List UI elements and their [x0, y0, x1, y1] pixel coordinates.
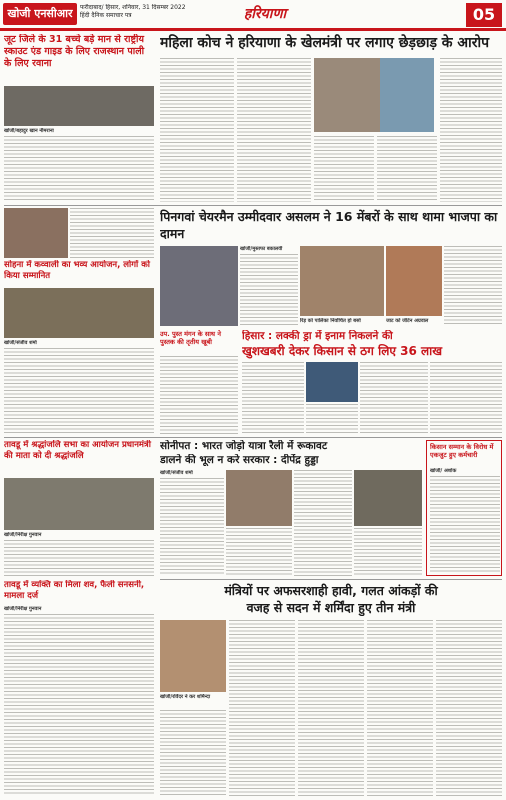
qawwali-intro: [70, 208, 154, 258]
masthead: [0, 0, 506, 30]
sonipat-body-col4: [354, 528, 422, 576]
left-top-caption: खोजी/बहादुर खान नीमराना: [4, 128, 54, 134]
divider: [4, 205, 502, 206]
ministers-body-col2: [229, 620, 295, 796]
sonipat-body-col2: [226, 528, 292, 576]
right-low-caption: खोजी/ अशोक: [430, 468, 457, 474]
right-low-body: [430, 476, 500, 574]
masthead-rule: [0, 28, 506, 31]
crime-body: [4, 614, 154, 796]
pdf-box-body: [160, 356, 238, 436]
lead-body-col3: [314, 136, 374, 202]
bjp-group-photo-2: [386, 246, 442, 316]
fraud-photo: [306, 362, 358, 402]
newspaper-logo: खोजी एनसीआर: [3, 3, 77, 25]
photo-caption-second: जाट को जीटेन अग्रवाल: [386, 318, 429, 324]
ministers-body-col4: [367, 620, 433, 796]
photo-caption-first: रिड़ को पालिका निर्वाचित हो बसो: [300, 318, 361, 324]
crime-caption: खोजी/निरीक्ष गुनवान: [4, 606, 42, 612]
ministers-body-col1: [160, 710, 226, 796]
panchayat-body-col1: [240, 254, 298, 326]
divider: [160, 579, 502, 580]
hisar-body-col2: [306, 404, 358, 434]
scouts-photo: [4, 86, 154, 126]
dateline-date: फरीदाबाद/ हिसार, शनिवार, 31 दिसम्बर 2022: [80, 4, 186, 11]
qawwali-headline: सोहना में कव्वाली का भव्य आयोजन, लोगों को किया सम्मानित: [4, 260, 150, 281]
ministers-photo: [160, 620, 226, 692]
right-low-box: [426, 440, 502, 576]
ministers-caption: खोजी/रविंदर ने कर शर्मिन्दा: [160, 694, 211, 700]
panchayat-body-col2: [444, 246, 502, 326]
qawwali-ceremony-photo: [4, 288, 154, 338]
qawwali-caption: खोजी/संजीव शर्मा: [4, 340, 37, 346]
crime-headline: तावडू में व्यक्ति का मिला शव, फैली सनसनी, मामला दर्ज: [4, 580, 145, 601]
left-top-headline: जूट जिले के 31 बच्चे बड़े मान से राष्ट्रीय स्काउट एंड गाइड के लिए राजस्थान पाली के लिए रवाना: [4, 34, 145, 69]
section-title: हरियाणा: [243, 6, 287, 22]
tribute-photo: [4, 478, 154, 530]
panchayat-headline: पिनगवां चेयरमैन उम्मीदवार असलम ने 16 मेंबरों के साथ थामा भाजपा का दामन: [160, 209, 498, 241]
minister-photo: [314, 58, 380, 132]
hisar-body-col3: [360, 362, 428, 434]
lead-body-col4: [377, 136, 437, 202]
right-low-headline: किसान सम्मान के विरोध में एकजुट हुए कर्मचारी: [430, 443, 494, 459]
hisar-headline-line1: हिसार : लक्की ड्रा में इनाम निकलने की: [242, 330, 393, 342]
left-top-body: [4, 136, 154, 202]
sonipat-photo-1: [226, 470, 292, 526]
sonipat-photo-2: [354, 470, 422, 526]
ministers-body-col5: [436, 620, 502, 796]
panchayat-caption: खोजी/मुस्तफा बकालवी: [240, 246, 283, 252]
ministers-headline-line2: वजह से सदन में शर्मिंदा हुए तीन मंत्री: [246, 600, 416, 615]
sonipat-body-col1: [160, 478, 224, 576]
sonipat-headline-line1: सोनीपत : भारत जोड़ो यात्रा रैली में रूकावट: [160, 440, 328, 452]
hisar-body-col4: [430, 362, 502, 434]
lead-headline: महिला कोच ने हरियाणा के खेलमंत्री पर लगाए छेड़छाड़ के आरोप: [160, 35, 490, 51]
pdf-box-headline: उप. पुस्त मंगन के साथ ने पुस्तक की तृतीय खूबी: [160, 330, 221, 346]
dateline: [80, 4, 220, 26]
ministers-headline-line1: मंत्रियों पर अफसरशाही हावी, गलत आंकड़ों की: [224, 583, 438, 598]
sonipat-caption: खोजी/संजीव शर्मा: [160, 470, 193, 476]
sonipat-headline-line2: डालने की भूल न करे सरकार : दीपेंद्र हुड्डा: [160, 454, 319, 466]
hisar-headline-line2: खुशखबरी देकर किसान से ठग लिए 36 लाख: [242, 344, 443, 358]
lead-body-col2: [237, 58, 311, 202]
qawwali-body: [4, 348, 154, 434]
dateline-tagline: हिंदी दैनिक समाचार पत्र: [80, 12, 132, 19]
hisar-body-col1: [242, 362, 304, 434]
qawwali-photo: [4, 208, 68, 258]
coach-photo: [380, 58, 434, 132]
ministers-body-col3: [298, 620, 364, 796]
lead-body-col1: [160, 58, 234, 202]
rally-photo: [160, 246, 238, 326]
tribute-caption: खोजी/निरीक्ष गुनवान: [4, 532, 42, 538]
tribute-headline: तावडू में श्रद्धांजलि सभा का आयोजन प्रधानमंत्री की माता को दी श्रद्धांजलि: [4, 440, 151, 461]
tribute-body: [4, 540, 154, 576]
page-number: 05: [466, 3, 502, 27]
lead-body-col5: [440, 58, 502, 202]
sonipat-body-col3: [294, 470, 352, 576]
bjp-group-photo-1: [300, 246, 384, 316]
divider: [4, 437, 502, 438]
